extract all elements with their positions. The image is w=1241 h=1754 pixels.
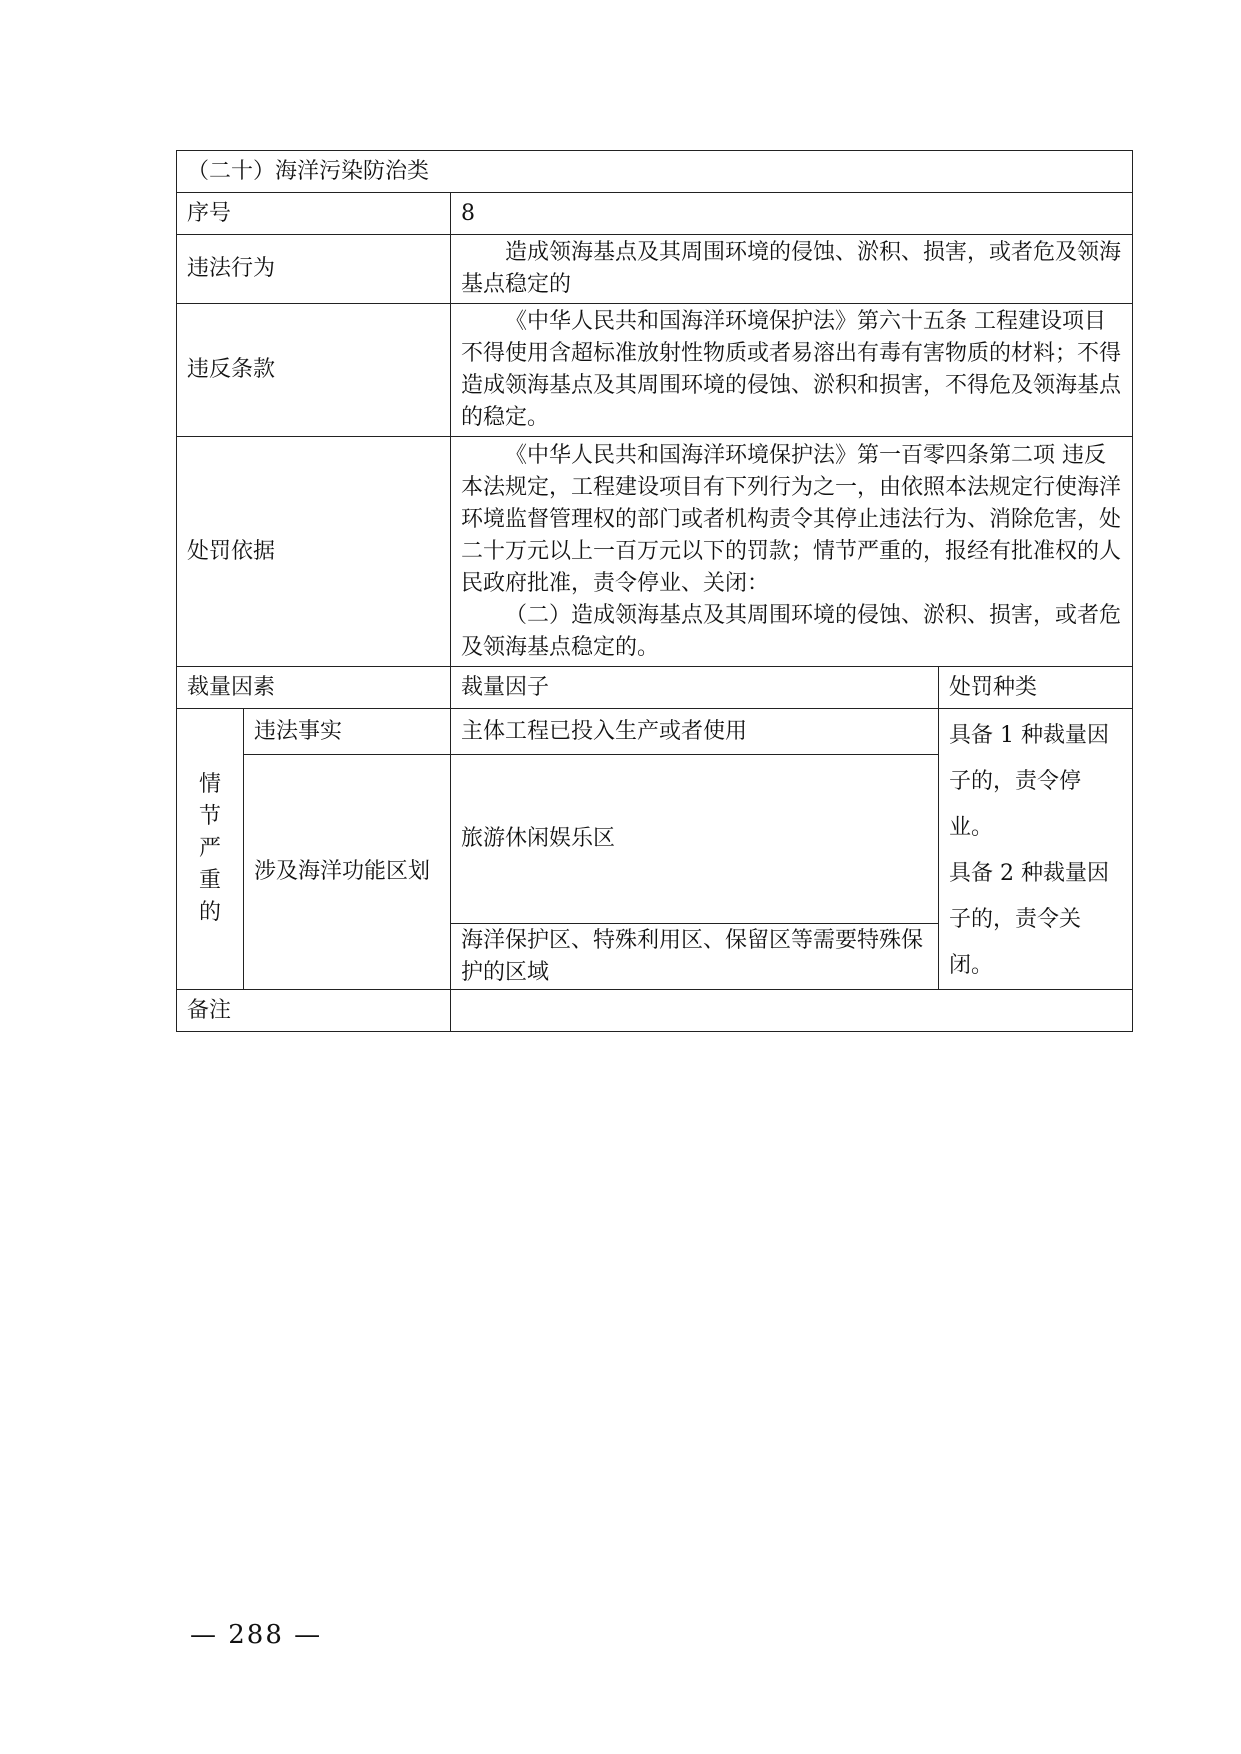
violated-clause-row (177, 304, 1133, 437)
discretion-factor-header: 裁量因素 (177, 667, 451, 709)
penalty-basis-row (177, 437, 1133, 667)
serial-value: 8 (451, 193, 1133, 235)
penalty-basis-value (451, 437, 1133, 667)
discretion-subfactor-header: 裁量因子 (451, 667, 939, 709)
remarks-row (177, 990, 1133, 1032)
violated-clause-value: 《中华人民共和国海洋环境保护法》第六十五条 工程建设项目不得使用含超标准放射性物质或者易溶出有毒有害物质的材料；不得造成领海基点及其周围环境的侵蚀、淤积和损害，不得危及领海基点的稳定。 (451, 304, 1133, 437)
marine-zone-value: 旅游休闲娱乐区 (451, 755, 939, 924)
marine-zone-label: 涉及海洋功能区划 (244, 755, 451, 990)
penalty-type-item: 具备 2 种裁量因子的，责令关闭。 (949, 861, 1109, 978)
page-number: — 288 — (190, 1620, 323, 1650)
penalty-type-header: 处罚种类 (939, 667, 1133, 709)
violated-clause-label: 违反条款 (177, 304, 451, 437)
illegal-fact-value: 主体工程已投入生产或者使用 (451, 709, 939, 755)
serial-row (177, 193, 1133, 235)
section-title: （二十）海洋污染防治类 (177, 151, 1133, 193)
penalty-type-item: 具备 1 种裁量因子的，责令停业。 (949, 723, 1109, 840)
severe-circumstance-label (177, 709, 244, 990)
serial-label: 序号 (177, 193, 451, 235)
severe-label-char: 严 (198, 836, 221, 861)
penalty-discretion-table (176, 150, 1133, 1032)
penalty-type-values (939, 709, 1133, 990)
penalty-basis-paragraph: （二）造成领海基点及其周围环境的侵蚀、淤积、损害，或者危及领海基点稳定的。 (461, 602, 1122, 660)
behavior-row (177, 235, 1133, 304)
behavior-label: 违法行为 (177, 235, 451, 304)
behavior-value: 造成领海基点及其周围环境的侵蚀、淤积、损害，或者危及领海基点稳定的 (451, 235, 1133, 304)
severe-label-char: 的 (198, 900, 221, 925)
discretion-header-row (177, 667, 1133, 709)
marine-zone-value: 海洋保护区、特殊利用区、保留区等需要特殊保护的区域 (451, 924, 939, 990)
severe-label-char: 节 (198, 804, 221, 829)
penalty-basis-label: 处罚依据 (177, 437, 451, 667)
penalty-basis-paragraph: 《中华人民共和国海洋环境保护法》第一百零四条第二项 违反本法规定，工程建设项目有下列行为之一，由依照本法规定行使海洋环境监督管理权的部门或者机构责令其停止违法行为、消除危害，处二十万元以上一百万元以下的罚款；情节严重的，报经有批准权的人民政府批准，责令停业、关闭： (461, 442, 1122, 596)
illegal-fact-label: 违法事实 (244, 709, 451, 755)
severe-fact-row (177, 709, 1133, 755)
section-title-row (177, 151, 1133, 193)
remarks-label: 备注 (177, 990, 451, 1032)
severe-label-char: 情 (198, 772, 221, 797)
severe-label-char: 重 (198, 868, 221, 893)
remarks-value (451, 990, 1133, 1032)
